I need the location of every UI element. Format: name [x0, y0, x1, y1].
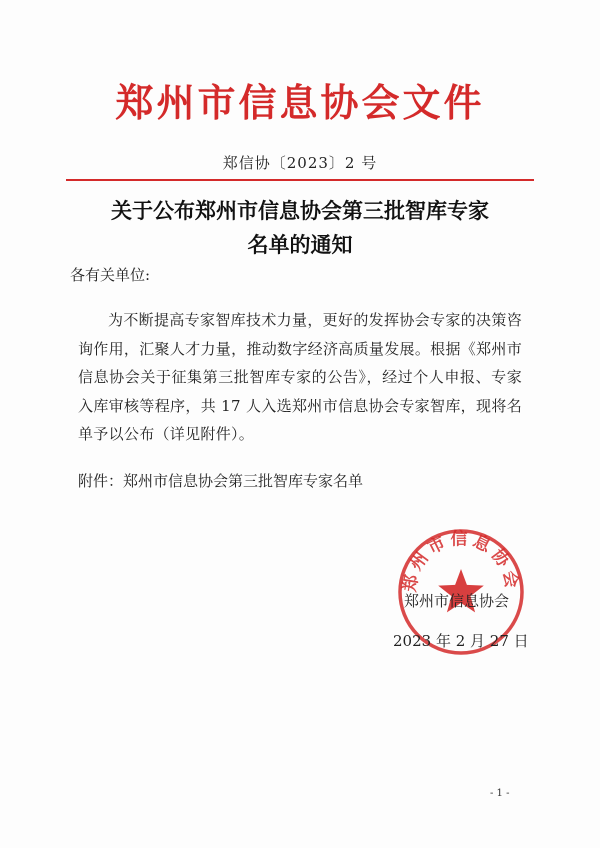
page-number: - 1 - [490, 788, 510, 799]
header-divider [66, 179, 534, 181]
document-number: 郑信协〔2023〕2 号 [222, 154, 378, 172]
salutation: 各有关单位: [70, 266, 151, 284]
signing-organization: 郑州市信息协会 [404, 592, 510, 610]
attachment-line: 附件：郑州市信息协会第三批智库专家名单 [78, 472, 364, 490]
notice-title [0, 194, 600, 262]
signing-date: 2023 年 2 月 27 日 [393, 632, 529, 650]
document-header-title: 郑州市信息协会文件 [115, 81, 485, 125]
body-paragraph: 为不断提高专家智库技术力量，更好的发挥协会专家的决策咨询作用，汇聚人才力量，推动数字经济高质量发展。根据《郑州市信息协会关于征集第三批智库专家的公告》，经过个人申报、专家入库审核等程序，共 17 人入选郑州市信息协会专家智库，现将名单予以公布（详见附件）。 [78, 311, 522, 443]
notice-title-line-2: 名单的通知 [247, 232, 353, 257]
notice-title-line-1: 关于公布郑州市信息协会第三批智库专家 [111, 198, 489, 223]
seal-arc-text: 郑州市信息协会 [400, 529, 522, 594]
